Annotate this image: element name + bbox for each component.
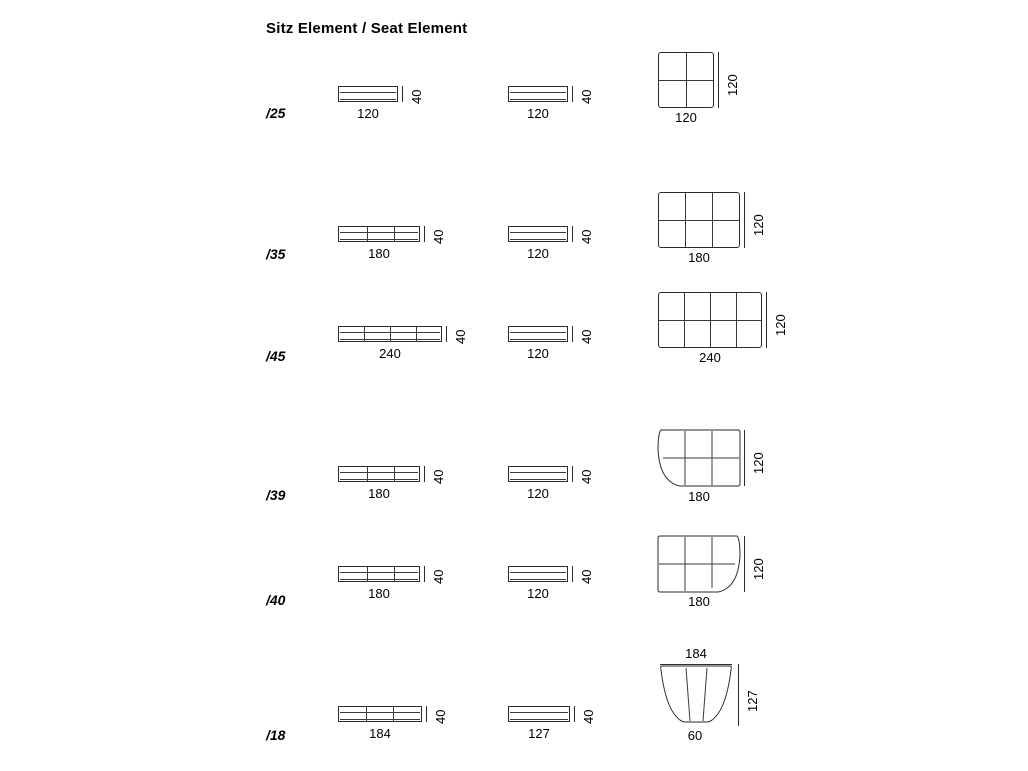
- front-base-18: [340, 719, 420, 720]
- dim-tick-35-side-h: [572, 226, 573, 242]
- front-seam-25: [340, 92, 396, 93]
- dim-35-front-width: 180: [368, 246, 390, 261]
- dim-tick-45-top-d: [766, 292, 767, 348]
- dim-39-front-height: 40: [431, 469, 446, 484]
- dim-18-top-width: 60: [687, 728, 703, 743]
- side-base-45: [510, 339, 566, 340]
- side-base-18: [510, 719, 568, 720]
- row-label-39: /39: [266, 487, 286, 503]
- dim-25-top-width: 120: [675, 110, 697, 125]
- dim-tick-35-front-h: [424, 226, 425, 242]
- top-body-40: [658, 536, 742, 596]
- dim-45-front-height: 40: [453, 329, 468, 344]
- dim-18-front-height: 40: [433, 709, 448, 724]
- side-seam-40: [510, 572, 566, 573]
- page-title: Sitz Element / Seat Element: [266, 20, 468, 37]
- dim-35-top-depth: 120: [751, 214, 766, 236]
- top-grid-h-35-1: [659, 220, 739, 221]
- dim-39-top-width: 180: [688, 489, 710, 504]
- dim-tick-45-side-h: [572, 326, 573, 342]
- dim-tick-18-top-d: [738, 664, 739, 726]
- dim-39-front-width: 180: [368, 486, 390, 501]
- row-label-18: /18: [266, 727, 286, 743]
- top-grid-h-45-1: [659, 320, 761, 321]
- row-label-25: /25: [266, 105, 286, 121]
- dim-40-front-width: 180: [368, 586, 390, 601]
- dim-40-side-height: 40: [579, 569, 594, 584]
- top-body-39: [658, 430, 742, 490]
- dim-tick-40-top-d: [744, 536, 745, 592]
- dim-tick-39-side-h: [572, 466, 573, 482]
- dim-tick-35-top-d: [744, 192, 745, 248]
- dim-18-top-backwidth: 184: [685, 646, 707, 661]
- front-seam-40: [340, 572, 418, 573]
- row-label-40: /40: [266, 592, 286, 608]
- dim-tick-18-front-h: [426, 706, 427, 722]
- dim-40-front-height: 40: [431, 569, 446, 584]
- side-base-39: [510, 479, 566, 480]
- dim-39-top-depth: 120: [751, 452, 766, 474]
- dim-tick-25-front-h: [402, 86, 403, 102]
- dim-35-side-width: 120: [527, 246, 549, 261]
- dim-tick-39-front-h: [424, 466, 425, 482]
- front-seam-39: [340, 472, 418, 473]
- dim-35-front-height: 40: [431, 229, 446, 244]
- front-seam-35: [340, 232, 418, 233]
- side-seam-45: [510, 332, 566, 333]
- dim-35-top-width: 180: [688, 250, 710, 265]
- front-base-45: [340, 339, 440, 340]
- front-base-25: [340, 99, 396, 100]
- dim-40-top-depth: 120: [751, 558, 766, 580]
- dim-18-top-depth: 127: [745, 690, 760, 712]
- side-base-35: [510, 239, 566, 240]
- front-base-35: [340, 239, 418, 240]
- dim-tick-40-side-h: [572, 566, 573, 582]
- dim-18-side-height: 40: [581, 709, 596, 724]
- dim-18-side-width: 127: [528, 726, 550, 741]
- side-seam-35: [510, 232, 566, 233]
- dim-45-side-width: 120: [527, 346, 549, 361]
- dim-18-front-width: 184: [369, 726, 391, 741]
- dim-45-top-width: 240: [699, 350, 721, 365]
- row-label-35: /35: [266, 246, 286, 262]
- side-seam-18: [510, 712, 568, 713]
- dim-39-side-height: 40: [579, 469, 594, 484]
- dim-25-front-width: 120: [357, 106, 379, 121]
- side-seam-39: [510, 472, 566, 473]
- front-seam-18: [340, 712, 420, 713]
- dim-line-18-top: [660, 664, 732, 665]
- dim-40-top-width: 180: [688, 594, 710, 609]
- front-base-39: [340, 479, 418, 480]
- dim-tick-25-top-d: [718, 52, 719, 108]
- dim-45-front-width: 240: [379, 346, 401, 361]
- dim-tick-45-front-h: [446, 326, 447, 342]
- top-body-18: [660, 666, 740, 726]
- dim-tick-39-top-d: [744, 430, 745, 486]
- dim-45-side-height: 40: [579, 329, 594, 344]
- top-grid-h-25-1: [659, 80, 713, 81]
- dim-39-side-width: 120: [527, 486, 549, 501]
- dim-25-side-width: 120: [527, 106, 549, 121]
- dim-tick-25-side-h: [572, 86, 573, 102]
- row-label-45: /45: [266, 348, 286, 364]
- dim-25-front-height: 40: [409, 89, 424, 104]
- side-base-40: [510, 579, 566, 580]
- front-base-40: [340, 579, 418, 580]
- dim-35-side-height: 40: [579, 229, 594, 244]
- dim-45-top-depth: 120: [773, 314, 788, 336]
- dim-tick-18-side-h: [574, 706, 575, 722]
- side-base-25: [510, 99, 566, 100]
- dim-tick-40-front-h: [424, 566, 425, 582]
- dim-25-side-height: 40: [579, 89, 594, 104]
- dim-40-side-width: 120: [527, 586, 549, 601]
- side-seam-25: [510, 92, 566, 93]
- dim-25-top-depth: 120: [725, 74, 740, 96]
